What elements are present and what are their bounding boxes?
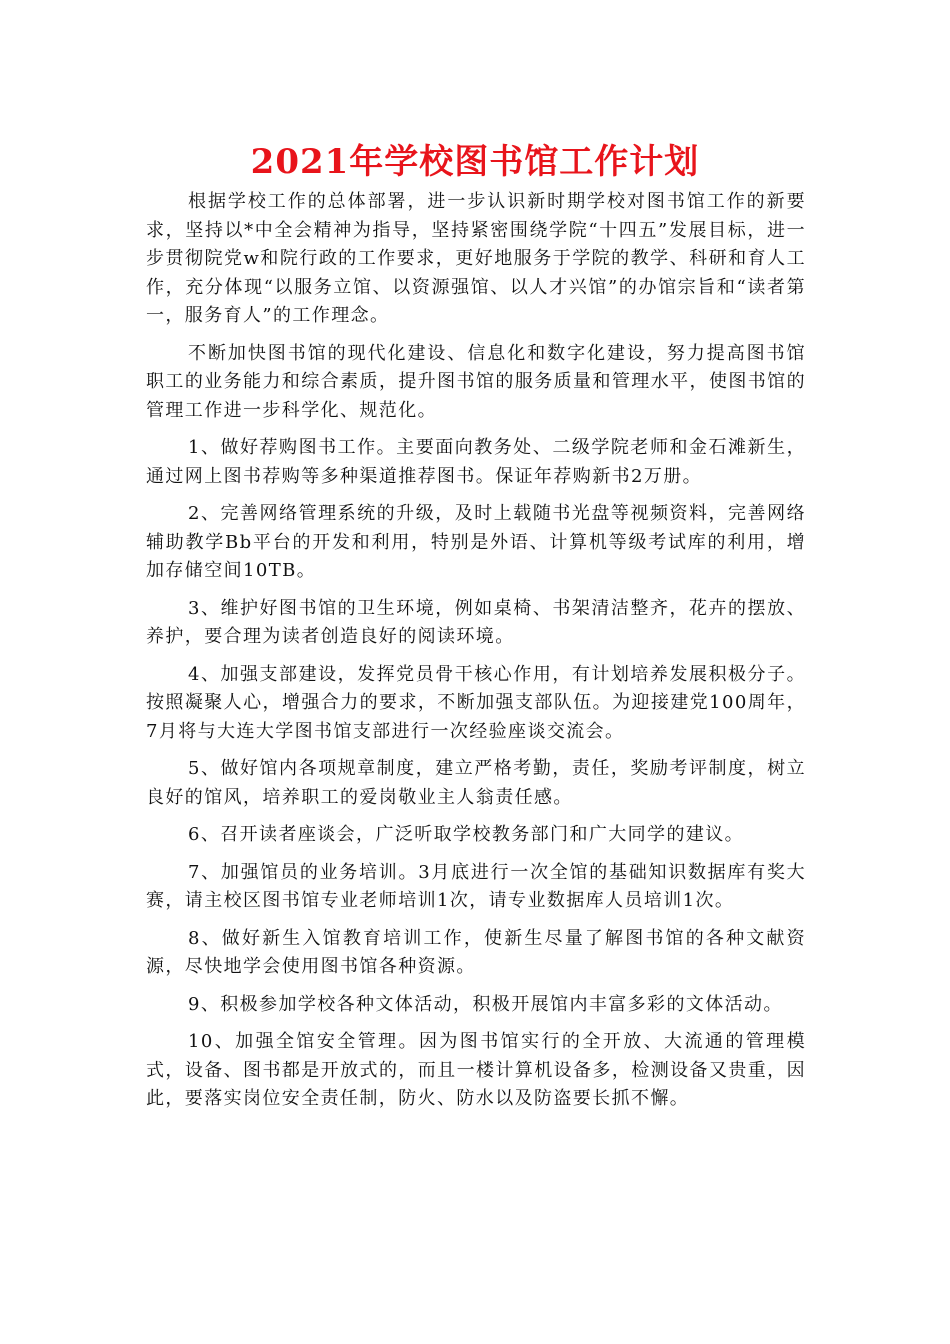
paragraph-item-4: 4、加强支部建设，发挥党员骨干核心作用，有计划培养发展积极分子。按照凝聚人心，增强合力的要求，不断加强支部队伍。为迎接建党100周年，7月将与大连大学图书馆支部进行一次经验座谈交流会。 [146, 663, 806, 742]
paragraph-item-2: 2、完善网络管理系统的升级，及时上载随书光盘等视频资料，完善网络辅助教学Bb平台的开发和利用，特别是外语、计算机等级考试库的利用，增加存储空间10TB。 [146, 503, 806, 581]
paragraph-goal: 不断加快图书馆的现代化建设、信息化和数字化建设，努力提高图书馆职工的业务能力和综合素质，提升图书馆的服务质量和管理水平，使图书馆的管理工作进一步科学化、规范化。 [146, 342, 806, 421]
paragraph-item-8: 8、做好新生入馆教育培训工作，使新生尽量了解图书馆的各种文献资源，尽快地学会使用图书馆各种资源。 [146, 927, 806, 977]
paragraph-item-3: 3、维护好图书馆的卫生环境，例如桌椅、书架清洁整齐，花卉的摆放、养护，要合理为读者创造良好的阅读环境。 [146, 597, 806, 647]
paragraph-item-6: 6、召开读者座谈会，广泛听取学校教务部门和广大同学的建议。 [188, 824, 745, 845]
document-body [146, 188, 806, 1123]
paragraph-item-5: 5、做好馆内各项规章制度，建立严格考勤，责任，奖励考评制度，树立良好的馆风，培养职工的爱岗敬业主人翁责任感。 [146, 758, 806, 808]
paragraph-intro: 根据学校工作的总体部署，进一步认识新时期学校对图书馆工作的新要求，坚持以*中全会精神为指导，坚持紧密围绕学院“十四五”发展目标，进一步贯彻院党w和院行政的工作要求，更好地服务于学院的教学、科研和育人工作，充分体现“以服务立馆、以资源强馆、以人才兴馆”的办馆宗旨和“读者第一，服务育人”的工作理念。 [146, 191, 806, 326]
paragraph-item-10: 10、加强全馆安全管理。因为图书馆实行的全开放、大流通的管理模式，设备、图书都是开放式的，而且一楼计算机设备多，检测设备又贵重，因此，要落实岗位安全责任制，防火、防水以及防盗要长抓不懈。 [146, 1031, 806, 1109]
paragraph-item-1: 1、做好荐购图书工作。主要面向教务处、二级学院老师和金石滩新生，通过网上图书荐购等多种渠道推荐图书。保证年荐购新书2万册。 [146, 437, 806, 487]
paragraph-item-9: 9、积极参加学校各种文体活动，积极开展馆内丰富多彩的文体活动。 [188, 993, 783, 1015]
paragraph-item-7: 7、加强馆员的业务培训。3月底进行一次全馆的基础知识数据库有奖大赛，请主校区图书馆专业老师培训1次，请专业数据库人员培训1次。 [146, 861, 806, 911]
document-title: 2021年学校图书馆工作计划 [250, 142, 700, 182]
